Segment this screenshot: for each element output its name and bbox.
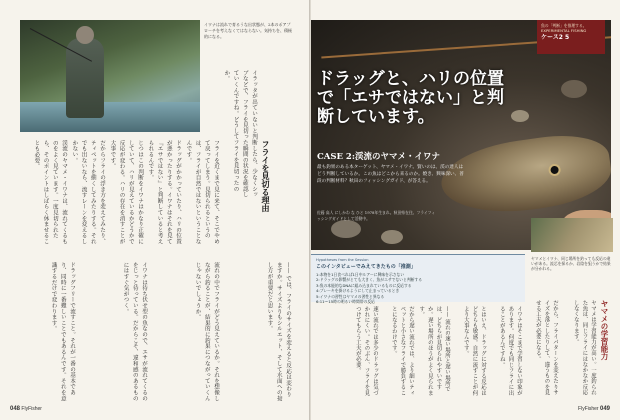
- page-number: 049: [599, 406, 610, 412]
- section-heading-2: ヤマメの学習能力: [600, 300, 609, 360]
- magazine-title: FlyFisher: [578, 406, 599, 412]
- body-column: とはいえ、ドラッグに対する反応はどちらも敏感。自然に流すことが何より大事なんです。: [462, 306, 486, 396]
- box-item: 4:ブレーキを掛けるようにして止まっているとき: [316, 288, 400, 294]
- tag-text: 魚の「判断」を推理する。EXPERIMENTAL FISHING: [541, 23, 587, 33]
- box-item: 5:イワナの習性はヤマメの習性と異なる: [316, 293, 385, 299]
- body-column: イラッタが出ていないと判断したら、少なくシップなどで、フライを見切った瞬間の状況を確認していくんですね。どうしてフライを見切ったのか。: [223, 70, 257, 198]
- body-column: —— 流れの速い場所と遅い場所では、どちらが見切られやすいですか。遅い場所のほうがよく見られます。: [418, 306, 450, 396]
- folio-right: [578, 406, 610, 412]
- case-title: CASE 2:渓流のヤマメ・イワナ: [317, 152, 440, 162]
- headline: ドラッグと、ハリの位置で「エサではない」と判断しています。: [317, 69, 504, 127]
- body-column: だから、フライパターンを変えたりサイズを落としたりして、違うものを見せる工夫が必要になる。: [534, 300, 558, 396]
- lede: 最も釣果のある本ターゲット、ヤマメ・イワナ。賢いのは、渓の達人はどう判断しているか。この魚はどこから来るのか。焼き、興味深い、普段の判断材料？秋田のフィッシングガイド、が答える。: [317, 165, 464, 184]
- series-tag: [537, 20, 605, 54]
- hypotheses-box: [311, 254, 525, 305]
- angler-photo: [20, 20, 200, 132]
- photo-caption: イワナは流れで育るうな出状態が、2本のポアプローチを考えなくてはならない。気持ちを、積極的になる。: [204, 22, 292, 39]
- page-number: 048: [10, 406, 21, 412]
- body-column: 渓流のヤマメ・イワナは、流れてくるものをよく見ています。一度見切られたら、そのポイントはしばらく休ませることも必要。: [33, 140, 67, 245]
- box-item: 2:ドラッグの影響がとても大きく、魚がエサでないと判断する: [316, 277, 423, 283]
- body-column: イワナは待ち伏せ型の魚なので、エサが流れてくるのをじっと待っている。だからこそ、違和感のあるものにはすぐ気がつく。: [122, 262, 147, 402]
- credit: 佐藤 高人 にしかわ な ひと 1978年生まれ。秋田県在住。フライフィッシングガイドとして活動中。: [317, 210, 435, 221]
- body-column: ドラッグフリーで流すこと。それが一番の基本であり、同時に一番難しいことでもあるんです。それを意識するだけで変わります。: [50, 262, 75, 402]
- magazine-title: FlyFisher: [21, 406, 42, 412]
- body-column: ヤマメは学習能力が高い。一度釣られた魚は、同じフライにはなかなか反応しなくなります。: [572, 300, 596, 396]
- tag-series: ケース2 5: [541, 34, 570, 41]
- side-caption: ヤマメとイワナ、同じ場所を釣っても反応の違いがある。流芯を探るか、岩陰を狙うかで結果が分かれる。: [531, 256, 611, 272]
- folio-left: [10, 406, 42, 412]
- box-heading: このインタビューでみえてきたもの「推測」: [316, 264, 416, 270]
- box-title: Hypotheses from the Session: [316, 258, 369, 262]
- body-column: だから遅い流れでは、より細いティペットと小さなフライで勝負することになるわけです。: [390, 306, 414, 396]
- right-page: [311, 0, 620, 420]
- body-column: じつはこの判断をイワナはかなり正確にしていて、ハリが見えているかどうかで反応が変わる。ハリの存在を消すことが大事です。: [109, 140, 143, 245]
- box-item: 1:本物を1日食べれば1日中ルアーに興味を示さない: [316, 272, 405, 277]
- body-column: —— では、フライのサイズを変えると反応は変わりますか。サイズよりもシルエット、そして水面への接し方が重要だと思います。: [266, 262, 291, 402]
- body-column: ドラッグがかかっていたり、ハリの位置が悪かったりする。イワナはそれを見て『エサではない』と判断していると考えられるんです。: [147, 140, 181, 245]
- box-item: 6:11〜15時の明るい時間帯の反応: [316, 299, 375, 305]
- body-column: 流れの中でフライがどう見えているか。それを想像しながら釣ることが、結果的に釣果につながっていくんじゃないでしょうか。: [194, 262, 219, 402]
- section-heading: フライを見切る理由: [261, 140, 270, 212]
- body-column: 速い流れでは多少のドラッグは気づかれにくい。そのぶん、フライを見つけてもらう工夫が必要。: [354, 306, 378, 396]
- body-column: フライを近くまで見に来て、そこでやめて戻ってしまう。見切られるというのは、フライが自然ではないということなんです。: [185, 140, 219, 245]
- side-photo: [531, 218, 613, 252]
- left-page: [0, 0, 309, 420]
- body-column: だからフライの浮き方を変えてみたり、ティペットを細くしてみたりする。それでも出ないなら、流すレーンを変えるしかない。: [71, 140, 105, 245]
- body-column: イワナはそこまで学習しない印象があります。何度でも同じフライに出ることがあるんですね。: [498, 306, 522, 396]
- box-item: 3:魚の本能的なDNAに組み込まれているものに反応する: [316, 282, 412, 288]
- hero-fish-photo: [311, 20, 611, 250]
